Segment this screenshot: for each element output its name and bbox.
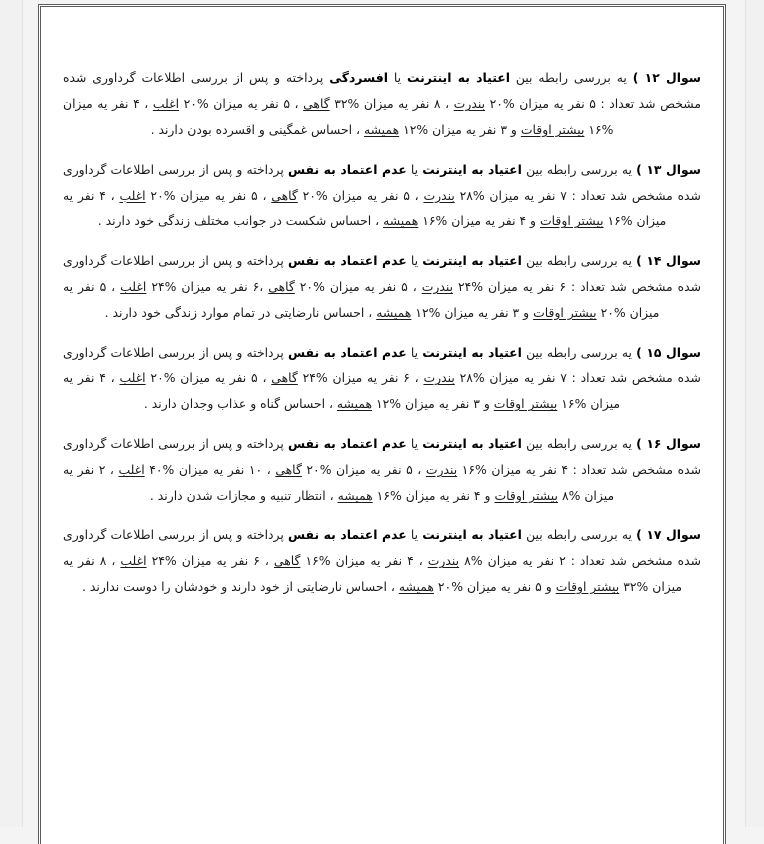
percent-value-5-q13: ۱۶% <box>422 213 448 229</box>
percent-value-5-q12: ۱۲% <box>403 121 429 137</box>
percent-value-2-q12: ۳۲% <box>334 96 360 112</box>
question-tail-12: ، احساس غمگینی و اقسرده بودن دارند . <box>150 121 364 137</box>
percent-value-5-q15: ۱۲% <box>376 396 402 412</box>
segment-4-q13: و ۴ نفر یه میزان <box>447 213 540 229</box>
option-sometimes-q13: گاهی <box>271 187 298 203</box>
page-content-area <box>41 7 723 600</box>
question-intro-b-16: پرداخته و پس از بررسی اطلاعات گرداوری شده مشخص شد تعداد : ۴ نفر یه میزان <box>63 435 701 477</box>
question-label-14: سوال ۱۴ ) <box>636 253 701 269</box>
option-often-q14: اغلب <box>120 278 147 294</box>
question-tail-13: ، احساس شکست در جوانب مختلف زندگی خود دارند . <box>97 213 384 229</box>
option-always-q13: همیشه <box>383 213 419 229</box>
option-sometimes-q14: گاهی <box>268 278 295 294</box>
option-sometimes-q16: گاهی <box>275 461 302 477</box>
question-mid-16: یا <box>406 435 423 451</box>
segment-1-q16: ، ۵ نفر یه میزان <box>331 461 426 477</box>
bold-term-low-self-confidence-16: عدم اعتماد به نفس <box>288 435 407 451</box>
segment-3-q13: ، ۴ نفر یه میزان <box>63 187 667 229</box>
percent-value-2-q16: ۲۰% <box>306 461 332 477</box>
question-label-15: سوال ۱۵ ) <box>636 344 701 360</box>
question-intro-a-16: یه بررسی رابطه بین <box>521 435 637 451</box>
percent-value-3-q15: ۲۰% <box>150 370 176 386</box>
segment-3-q17: ، ۸ نفر یه میزان <box>63 553 682 594</box>
segment-3-q14: ، ۵ نفر یه میزان <box>63 278 660 320</box>
percent-value-5-q14: ۱۲% <box>415 304 441 320</box>
percent-value-4-q14: ۲۰% <box>600 304 626 320</box>
question-intro-b-13: پرداخته و پس از بررسی اطلاعات گرداوری شده مشخص شد تعداد : ۷ نفر یه میزان <box>63 161 701 203</box>
question-mid-14: یا <box>406 253 423 269</box>
option-rarely-q17: بندرت <box>427 553 460 569</box>
segment-3-q12: ، ۴ نفر یه میزان <box>63 96 153 112</box>
question-paragraph-13 <box>63 157 701 234</box>
option-often-q15: اغلب <box>119 370 146 386</box>
question-tail-15: ، احساس گناه و عذاب وجدان دارند . <box>143 396 337 412</box>
option-most-of-the-time-q14: بیشتر اوقات <box>533 304 597 320</box>
option-most-of-the-time-q17: بیشتر اوقات <box>555 578 620 594</box>
percent-value-1-q14: ۲۴% <box>458 278 484 294</box>
segment-4-q15: و ۳ نفر یه میزان <box>401 396 494 412</box>
percent-value-3-q12: ۲۰% <box>183 96 209 112</box>
question-paragraph-12 <box>63 65 701 142</box>
percent-value-5-q16: ۱۶% <box>376 487 402 503</box>
percent-value-4-q15: ۱۶% <box>561 396 587 412</box>
question-intro-b-12: پرداخته و پس از بررسی اطلاعات گرداوری شده مشخص شد تعداد : ۵ نفر یه میزان <box>63 70 701 112</box>
bold-term-depression-12: افسردگی <box>329 70 388 86</box>
question-paragraph-15 <box>63 340 701 417</box>
option-rarely-q16: بندرت <box>425 461 458 477</box>
segment-2-q17: ، ۶ نفر یه میزان <box>176 553 274 569</box>
option-rarely-q12: بندرت <box>453 96 486 112</box>
segment-2-q12: ، ۵ نفر یه میزان <box>208 96 304 112</box>
question-intro-a-12: یه بررسی رابطه بین <box>509 70 633 86</box>
question-intro-a-17: یه بررسی رابطه بین <box>521 527 637 543</box>
segment-4-q17: و ۵ نفر یه میزان <box>463 578 556 594</box>
option-most-of-the-time-q16: بیشتر اوقات <box>494 487 558 503</box>
question-paragraph-14 <box>63 248 701 325</box>
percent-value-3-q16: ۴۰% <box>149 461 175 477</box>
percent-value-1-q17: ۸% <box>464 553 483 569</box>
document-page <box>38 4 726 844</box>
question-label-12: سوال ۱۲ ) <box>632 70 701 86</box>
percent-value-1-q15: ۲۸% <box>459 370 485 386</box>
percent-value-4-q13: ۱۶% <box>607 213 633 229</box>
option-sometimes-q15: گاهی <box>271 370 298 386</box>
percent-value-5-q17: ۲۰% <box>437 578 463 594</box>
percent-value-2-q13: ۲۰% <box>302 187 328 203</box>
percent-value-4-q12: ۱۶% <box>588 121 614 137</box>
segment-4-q16: و ۴ نفر یه میزان <box>401 487 495 503</box>
bold-term-internet-addiction-13: اعتیاد به اینترنت <box>422 161 522 177</box>
question-intro-a-13: یه بررسی رابطه بین <box>521 161 637 177</box>
question-paragraph-17 <box>63 522 701 599</box>
bold-term-low-self-confidence-14: عدم اعتماد به نفس <box>288 253 407 269</box>
option-most-of-the-time-q15: بیشتر اوقات <box>493 396 558 412</box>
segment-2-q15: ، ۵ نفر یه میزان <box>175 370 272 386</box>
percent-value-3-q13: ۲۰% <box>150 187 176 203</box>
segment-1-q12: ، ۸ نفر یه میزان <box>359 96 454 112</box>
option-often-q16: اغلب <box>118 461 145 477</box>
question-intro-b-17: پرداخته و پس از بررسی اطلاعات گرداوری شده مشخص شد تعداد : ۲ نفر یه میزان <box>63 527 702 569</box>
percent-value-2-q17: ۱۶% <box>305 553 331 569</box>
option-always-q12: همیشه <box>363 121 400 137</box>
bold-term-internet-addiction-12: اعتیاد به اینترنت <box>406 70 510 86</box>
bold-term-low-self-confidence-13: عدم اعتماد به نفس <box>288 161 407 177</box>
question-paragraph-16 <box>63 431 701 508</box>
bold-term-internet-addiction-16: اعتیاد به اینترنت <box>422 435 522 451</box>
question-tail-17: ، احساس نارضایتی از خود دارند و خودشان را دوست ندارند . <box>82 578 399 594</box>
percent-value-2-q15: ۲۴% <box>302 370 328 386</box>
percent-value-2-q14: ۲۰% <box>299 278 325 294</box>
segment-2-q13: ، ۵ نفر یه میزان <box>175 187 272 203</box>
option-rarely-q14: بندرت <box>421 278 454 294</box>
question-label-17: سوال ۱۷ ) <box>636 527 701 543</box>
percent-value-1-q13: ۲۸% <box>459 187 485 203</box>
option-sometimes-q17: گاهی <box>273 553 301 569</box>
question-intro-a-15: یه بررسی رابطه بین <box>521 344 637 360</box>
segment-2-q16: ، ۱۰ نفر یه میزان <box>174 461 276 477</box>
segment-1-q14: ، ۵ نفر یه میزان <box>324 278 422 294</box>
bold-term-low-self-confidence-17: عدم اعتماد به نفس <box>288 527 407 543</box>
question-intro-a-14: یه بررسی رابطه بین <box>521 253 637 269</box>
option-always-q17: همیشه <box>398 578 434 594</box>
segment-3-q15: ، ۴ نفر یه میزان <box>63 370 621 412</box>
option-always-q16: همیشه <box>337 487 373 503</box>
segment-1-q17: ، ۴ نفر یه میزان <box>330 553 428 569</box>
percent-value-1-q12: ۲۰% <box>489 96 515 112</box>
option-often-q17: اغلب <box>120 553 147 569</box>
question-label-13: سوال ۱۳ ) <box>636 161 701 177</box>
percent-value-1-q16: ۱۶% <box>461 461 487 477</box>
question-mid-12: یا <box>387 70 407 86</box>
question-tail-16: ، انتظار تنبیه و مجازات شدن دارند . <box>149 487 338 503</box>
segment-1-q13: ، ۵ نفر یه میزان <box>327 187 424 203</box>
bold-term-low-self-confidence-15: عدم اعتماد به نفس <box>288 344 407 360</box>
option-sometimes-q12: گاهی <box>303 96 330 112</box>
segment-1-q15: ، ۶ نفر یه میزان <box>327 370 424 386</box>
segment-4-q12: و ۳ نفر یه میزان <box>428 121 521 137</box>
bold-term-internet-addiction-15: اعتیاد به اینترنت <box>422 344 522 360</box>
percent-value-3-q14: ۲۴% <box>151 278 177 294</box>
question-mid-13: یا <box>406 161 423 177</box>
right-gutter <box>745 0 764 827</box>
option-most-of-the-time-q13: بیشتر اوقات <box>539 213 604 229</box>
option-rarely-q13: بندرت <box>423 187 455 203</box>
option-most-of-the-time-q12: بیشتر اوقات <box>520 121 585 137</box>
option-always-q14: همیشه <box>376 304 412 320</box>
bold-term-internet-addiction-17: اعتیاد به اینترنت <box>422 527 522 543</box>
percent-value-3-q17: ۲۴% <box>151 553 177 569</box>
question-intro-b-15: پرداخته و پس از بررسی اطلاعات گرداوری شده مشخص شد تعداد : ۷ نفر یه میزان <box>63 344 701 386</box>
question-intro-b-14: پرداخته و پس از بررسی اطلاعات گرداوری شده مشخص شد تعداد : ۶ نفر یه میزان <box>63 253 701 294</box>
option-rarely-q15: بندرت <box>423 370 455 386</box>
question-tail-14: ، احساس نارضایتی در تمام موارد زندگی خود دارند . <box>104 304 377 320</box>
left-gutter <box>0 0 23 827</box>
option-always-q15: همیشه <box>336 396 373 412</box>
segment-4-q14: و ۳ نفر یه میزان <box>440 304 534 320</box>
question-label-16: سوال ۱۶ ) <box>636 435 701 451</box>
option-often-q13: اغلب <box>119 187 146 203</box>
segment-2-q14: ،۶ نفر یه میزان <box>176 278 269 294</box>
bold-term-internet-addiction-14: اعتیاد به اینترنت <box>422 253 522 269</box>
question-mid-17: یا <box>406 527 423 543</box>
option-often-q12: اغلب <box>152 96 180 112</box>
question-mid-15: یا <box>406 344 423 360</box>
percent-value-4-q17: ۳۲% <box>623 578 649 594</box>
percent-value-4-q16: ۸% <box>561 487 581 503</box>
segment-3-q16: ، ۲ نفر یه میزان <box>63 461 615 503</box>
